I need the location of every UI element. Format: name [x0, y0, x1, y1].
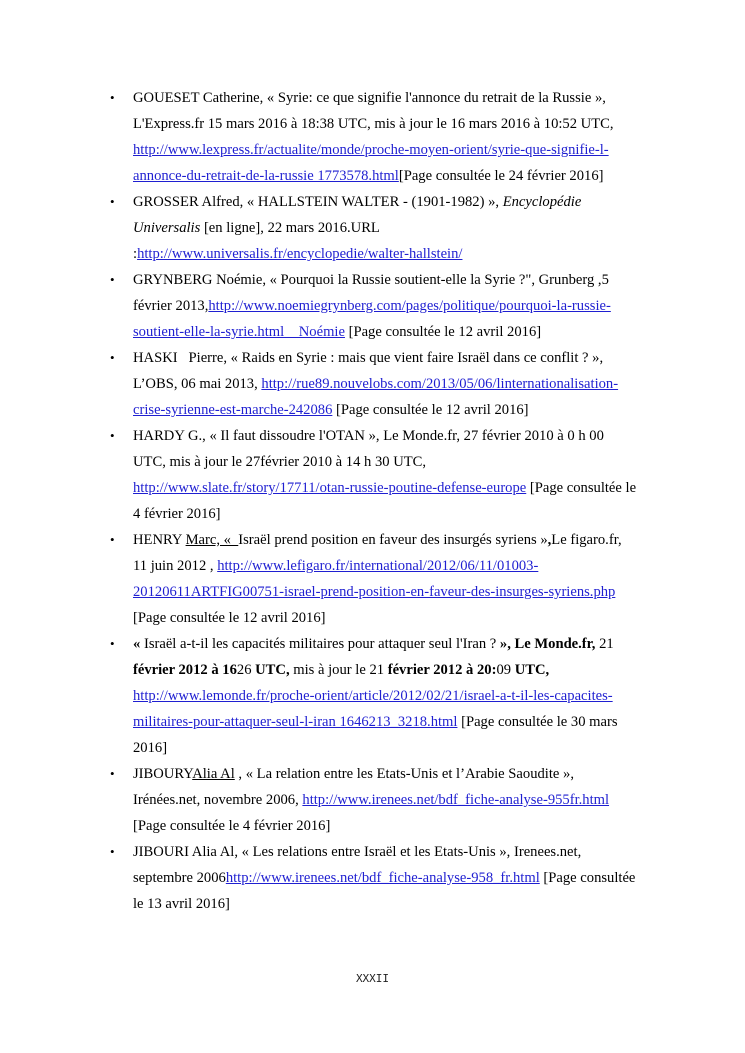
consulted-date: le 13 avril 2016]: [133, 896, 230, 912]
entry-text: JIBOURI Alia Al, « Les relations entre Israël et les Etats-Unis », Irenees.net,: [133, 844, 582, 860]
entry-text: mis à jour le 21: [289, 662, 388, 678]
entry-text: septembre 2006: [133, 870, 226, 886]
entry-link[interactable]: http://rue89.nouvelobs.com/2013/05/06/linternationalisation-: [261, 376, 619, 392]
bibliography-entry: [110, 839, 658, 917]
entry-link[interactable]: http://www.lexpress.fr/actualite/monde/proche-moyen-orient/syrie-que-signifie-l-: [133, 142, 609, 158]
entry-link[interactable]: http://www.irenees.net/bdf_fiche-analyse-955fr.html: [302, 792, 610, 808]
entry-link[interactable]: 20120611ARTFIG00751-israel-prend-position-en-faveur-des-insurges-syriens.php: [133, 584, 616, 600]
consulted-date: [Page consultée le 4 février 2016]: [133, 818, 331, 834]
consulted-date: [Page consultée le 24 février 2016]: [398, 168, 604, 184]
bullet-icon: •: [110, 636, 115, 651]
entry-text: 11 juin 2012 ,: [133, 558, 218, 574]
entry-text: HENRY: [133, 532, 186, 548]
entry-link[interactable]: militaires-pour-attaquer-seul-l-iran 1646213_3218.html: [133, 714, 458, 730]
entry-link[interactable]: annonce-du-retrait-de-la-russie 1773578.html: [133, 168, 399, 184]
entry-text: JIBOURY: [133, 766, 193, 782]
page-number: XXXII: [355, 972, 390, 985]
entry-text: Israël prend position en faveur des insurgés syriens »: [238, 532, 548, 548]
consulted-date: 2016]: [133, 740, 168, 756]
consulted-date: [Page consultée le 12 avril 2016]: [133, 610, 326, 626]
bibliography-entry: [110, 631, 658, 761]
entry-text: GRYNBERG Noémie, « Pourquoi la Russie soutient-elle la Syrie ?", Grunberg ,5: [133, 272, 609, 288]
author-name: Alia Al: [192, 766, 235, 782]
entry-text: UTC, mis à jour le 27février 2010 à 14 h 30 UTC,: [133, 454, 427, 470]
entry-text: «: [133, 636, 144, 652]
entry-text: :: [133, 246, 138, 262]
bullet-icon: •: [110, 194, 115, 209]
entry-text: », Le Monde.fr,: [499, 636, 596, 652]
entry-text: L'Express.fr 15 mars 2016 à 18:38 UTC, mis à jour le 16 mars 2016 à 10:52 UTC,: [133, 116, 614, 132]
bullet-icon: •: [110, 428, 115, 443]
entry-text: février 2013,: [133, 298, 209, 314]
bibliography-entry: [110, 423, 658, 527]
bibliography-entry: [110, 85, 658, 189]
entry-text: , « La relation entre les Etats-Unis et l’Arabie Saoudite »,: [234, 766, 574, 782]
entry-text: 09: [496, 662, 515, 678]
entry-link[interactable]: http://www.slate.fr/story/17711/otan-russie-poutine-defense-europe: [133, 480, 527, 496]
consulted-date: [Page consultée le 12 avril 2016]: [332, 402, 529, 418]
publication-title: Encyclopédie: [502, 194, 582, 210]
entry-link[interactable]: crise-syrienne-est-marche-242086: [133, 402, 333, 418]
entry-text: Israël a-t-il les capacités militaires pour attaquer seul l'Iran ?: [143, 636, 500, 652]
entry-text: UTC,: [255, 662, 290, 678]
consulted-date: 4 février 2016]: [133, 506, 221, 522]
entry-text: Le figaro.fr,: [551, 532, 622, 548]
entry-text: 26: [236, 662, 256, 678]
entry-text: Irénées.net, novembre 2006,: [133, 792, 303, 808]
bullet-icon: •: [110, 532, 115, 547]
entry-text: L’OBS, 06 mai 2013,: [133, 376, 262, 392]
entry-text: GROSSER Alfred, « HALLSTEIN WALTER - (1901-1982) »,: [133, 194, 503, 210]
entry-text: HASKI Pierre, « Raids en Syrie : mais que vient faire Israël dans ce conflit ? »,: [133, 350, 604, 366]
consulted-date: [Page consultée le 12 avril 2016]: [344, 324, 542, 340]
entry-text: HARDY G., « Il faut dissoudre l'OTAN », Le Monde.fr, 27 février 2010 à 0 h 00: [133, 428, 604, 444]
author-name: Marc, «: [185, 532, 239, 548]
entry-link[interactable]: http://www.lefigaro.fr/international/2012/06/11/01003-: [217, 558, 539, 574]
entry-link[interactable]: http://www.noemiegrynberg.com/pages/politique/pourquoi-la-russie-: [208, 298, 611, 314]
bibliography-list: [110, 85, 658, 917]
entry-link[interactable]: soutient-elle-la-syrie.html Noémie: [133, 324, 345, 340]
bullet-icon: •: [110, 844, 115, 859]
bibliography-entry: [110, 189, 658, 267]
publication-title: Universalis: [133, 220, 201, 236]
entry-link[interactable]: http://www.universalis.fr/encyclopedie/walter-hallstein/: [137, 246, 463, 262]
entry-text: ,: [547, 532, 552, 548]
entry-text: 21: [595, 636, 614, 652]
entry-text: février 2012 à 16: [133, 662, 237, 678]
entry-text: GOUESET Catherine, « Syrie: ce que signifie l'annonce du retrait de la Russie »,: [133, 90, 606, 106]
consulted-date: [Page consultée le: [526, 480, 637, 496]
entry-link[interactable]: http://www.lemonde.fr/proche-orient/article/2012/02/21/israel-a-t-il-les-capacites-: [133, 688, 613, 704]
entry-text: [en ligne], 22 mars 2016.URL: [200, 220, 380, 236]
entry-text: février 2012 à 20:: [387, 662, 497, 678]
consulted-date: [Page consultée: [539, 870, 636, 886]
consulted-date: [Page consultée le 30 mars: [457, 714, 618, 730]
bullet-icon: •: [110, 272, 115, 287]
bibliography-entry: [110, 527, 658, 631]
bibliography-entry: [110, 345, 658, 423]
entry-link[interactable]: http://www.irenees.net/bdf_fiche-analyse-958_fr.html: [225, 870, 540, 886]
bullet-icon: •: [110, 350, 115, 365]
bibliography-entry: [110, 761, 658, 839]
bibliography-entry: [110, 267, 658, 345]
bullet-icon: •: [110, 766, 115, 781]
bullet-icon: •: [110, 90, 115, 105]
entry-text: UTC,: [514, 662, 550, 678]
